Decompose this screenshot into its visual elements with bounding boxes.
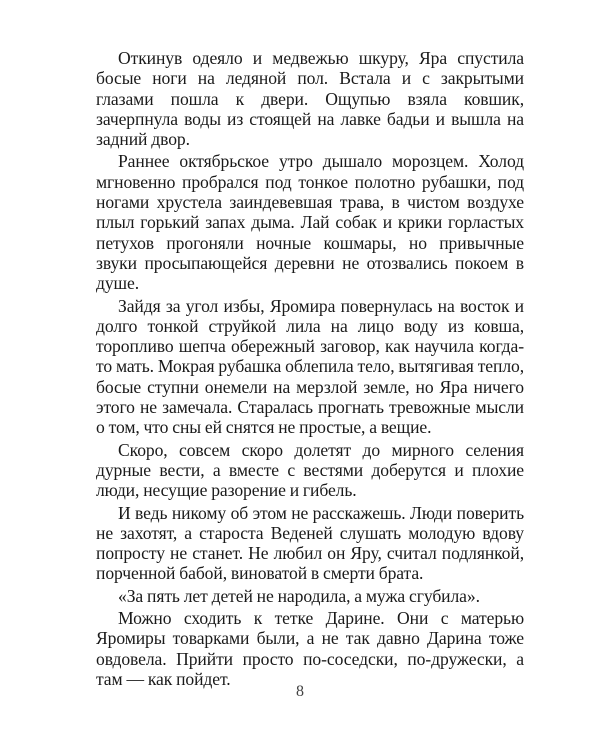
- paragraph-2: Раннее октябрьское утро дышало морозцем. Холод мгновенно пробрался под тонкое полотно рубашки, под ногами хрустела заиндевевшая трава, в чистом воздухе плыл горький запах дыма. Лай собак и крики горластых петухов прогоняли ночные кошмары, но привычные звуки просыпающейся деревни не отозвались покоем в душе.: [96, 151, 524, 294]
- page-number: 8: [296, 683, 304, 700]
- paragraph-1: Откинув одеяло и медвежью шкуру, Яра спустила босые ноги на ледяной пол. Встала и с закрытыми глазами пошла к двери. Ощупью взяла ковшик, зачерпнула воды из стоящей на лавке бадьи и вышла на задний двор.: [96, 48, 524, 150]
- paragraph-3: Зайдя за угол избы, Яромира повернулась на восток и долго тонкой струйкой лила на лицо воду из ковша, торопливо шепча обережный заговор, как научила когда-то мать. Мокрая рубашка облепила тело, вытягивая тепло, босые ступни онемели на мерзлой земле, но Яра ничего этого не замечала. Старалась прогнать тревожные мысли о том, что сны ей снятся не простые, а вещие.: [96, 295, 524, 438]
- paragraph-4: Скоро, совсем скоро долетят до мирного селения дурные вести, а вместе с вестями доберутся и плохие люди, несущие разорение и гибель.: [96, 439, 524, 501]
- paragraph-7: Можно сходить к тетке Дарине. Они с матерью Яромиры товарками были, а не так давно Дарина тоже овдовела. Прийти просто по-соседски, по-дружески, а там — как пойдет.: [96, 608, 524, 689]
- book-page: [96, 48, 524, 708]
- paragraph-5: И ведь никому об этом не расскажешь. Люди поверить не захотят, а староста Веденей слушать молодую вдову попросту не станет. Не любил он Яру, считал подлянкой, порченной бабой, виноватой в смерти брата.: [96, 502, 524, 584]
- paragraph-6: «За пять лет детей не народила, а мужа сгубила».: [118, 585, 480, 606]
